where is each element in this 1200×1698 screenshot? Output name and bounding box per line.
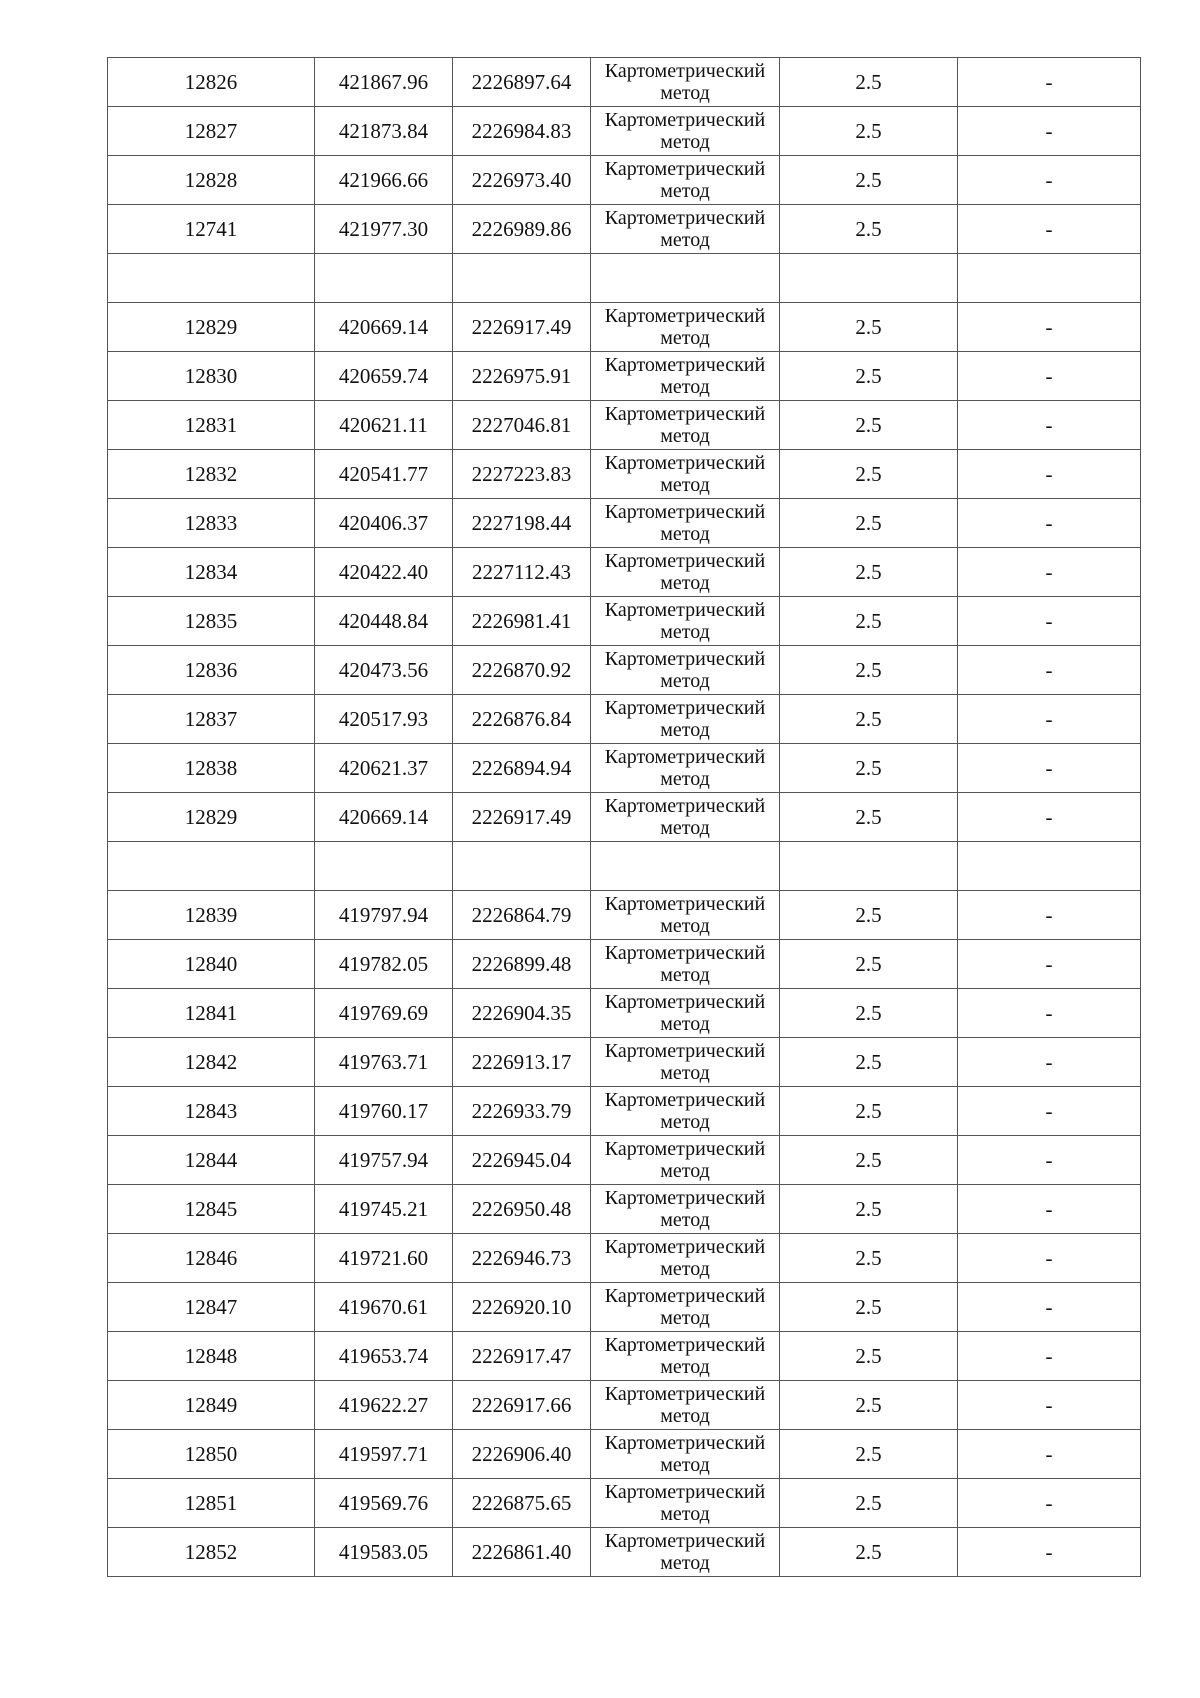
note-cell xyxy=(958,254,1141,303)
method-cell: Картометрический метод xyxy=(591,891,780,940)
note-cell: - xyxy=(958,1528,1141,1577)
table-row xyxy=(108,499,1141,548)
note-cell: - xyxy=(958,695,1141,744)
y-coordinate-cell: 2226973.40 xyxy=(453,156,591,205)
point-number-cell: 12842 xyxy=(108,1038,315,1087)
point-number-cell: 12835 xyxy=(108,597,315,646)
note-cell: - xyxy=(958,352,1141,401)
note-cell: - xyxy=(958,58,1141,107)
y-coordinate-cell: 2226917.66 xyxy=(453,1381,591,1430)
x-coordinate-cell: 419769.69 xyxy=(315,989,453,1038)
table-row xyxy=(108,1283,1141,1332)
method-cell: Картометрический метод xyxy=(591,1283,780,1332)
note-cell: - xyxy=(958,1136,1141,1185)
note-cell: - xyxy=(958,1430,1141,1479)
note-cell: - xyxy=(958,646,1141,695)
y-coordinate-cell: 2226917.47 xyxy=(453,1332,591,1381)
table-row xyxy=(108,401,1141,450)
accuracy-cell: 2.5 xyxy=(780,940,958,989)
accuracy-cell: 2.5 xyxy=(780,1332,958,1381)
point-number-cell: 12850 xyxy=(108,1430,315,1479)
y-coordinate-cell xyxy=(453,842,591,891)
table-row xyxy=(108,1479,1141,1528)
note-cell: - xyxy=(958,1381,1141,1430)
accuracy-cell: 2.5 xyxy=(780,352,958,401)
table-row xyxy=(108,1381,1141,1430)
point-number-cell: 12826 xyxy=(108,58,315,107)
method-cell: Картометрический метод xyxy=(591,156,780,205)
note-cell: - xyxy=(958,940,1141,989)
table-row xyxy=(108,793,1141,842)
point-number-cell: 12827 xyxy=(108,107,315,156)
method-cell: Картометрический метод xyxy=(591,58,780,107)
y-coordinate-cell: 2226984.83 xyxy=(453,107,591,156)
method-cell: Картометрический метод xyxy=(591,107,780,156)
table-row xyxy=(108,1038,1141,1087)
x-coordinate-cell: 419763.71 xyxy=(315,1038,453,1087)
point-number-cell: 12848 xyxy=(108,1332,315,1381)
point-number-cell: 12845 xyxy=(108,1185,315,1234)
table-row xyxy=(108,891,1141,940)
x-coordinate-cell: 420406.37 xyxy=(315,499,453,548)
table-row xyxy=(108,1087,1141,1136)
note-cell: - xyxy=(958,1479,1141,1528)
accuracy-cell: 2.5 xyxy=(780,1430,958,1479)
accuracy-cell: 2.5 xyxy=(780,1528,958,1577)
accuracy-cell: 2.5 xyxy=(780,1479,958,1528)
x-coordinate-cell: 420659.74 xyxy=(315,352,453,401)
accuracy-cell: 2.5 xyxy=(780,548,958,597)
y-coordinate-cell: 2226933.79 xyxy=(453,1087,591,1136)
method-cell: Картометрический метод xyxy=(591,205,780,254)
y-coordinate-cell: 2226945.04 xyxy=(453,1136,591,1185)
x-coordinate-cell: 421867.96 xyxy=(315,58,453,107)
x-coordinate-cell: 420621.37 xyxy=(315,744,453,793)
point-number-cell: 12847 xyxy=(108,1283,315,1332)
note-cell: - xyxy=(958,793,1141,842)
y-coordinate-cell: 2226904.35 xyxy=(453,989,591,1038)
note-cell: - xyxy=(958,1038,1141,1087)
point-number-cell: 12849 xyxy=(108,1381,315,1430)
table-row xyxy=(108,989,1141,1038)
point-number-cell xyxy=(108,842,315,891)
x-coordinate-cell: 421873.84 xyxy=(315,107,453,156)
coordinates-table xyxy=(107,57,1141,1577)
y-coordinate-cell: 2227198.44 xyxy=(453,499,591,548)
accuracy-cell: 2.5 xyxy=(780,156,958,205)
x-coordinate-cell: 419745.21 xyxy=(315,1185,453,1234)
accuracy-cell: 2.5 xyxy=(780,303,958,352)
note-cell: - xyxy=(958,1185,1141,1234)
table-row xyxy=(108,646,1141,695)
method-cell: Картометрический метод xyxy=(591,1430,780,1479)
table-row xyxy=(108,450,1141,499)
x-coordinate-cell: 419597.71 xyxy=(315,1430,453,1479)
point-number-cell: 12837 xyxy=(108,695,315,744)
method-cell: Картометрический метод xyxy=(591,1479,780,1528)
point-number-cell: 12839 xyxy=(108,891,315,940)
point-number-cell: 12829 xyxy=(108,793,315,842)
point-number-cell: 12741 xyxy=(108,205,315,254)
accuracy-cell: 2.5 xyxy=(780,989,958,1038)
point-number-cell: 12843 xyxy=(108,1087,315,1136)
x-coordinate-cell: 420517.93 xyxy=(315,695,453,744)
y-coordinate-cell: 2226920.10 xyxy=(453,1283,591,1332)
accuracy-cell: 2.5 xyxy=(780,1234,958,1283)
y-coordinate-cell: 2226913.17 xyxy=(453,1038,591,1087)
x-coordinate-cell: 419653.74 xyxy=(315,1332,453,1381)
x-coordinate-cell: 420669.14 xyxy=(315,303,453,352)
table-row xyxy=(108,205,1141,254)
accuracy-cell: 2.5 xyxy=(780,646,958,695)
note-cell: - xyxy=(958,303,1141,352)
note-cell: - xyxy=(958,1234,1141,1283)
x-coordinate-cell: 420422.40 xyxy=(315,548,453,597)
x-coordinate-cell: 419721.60 xyxy=(315,1234,453,1283)
x-coordinate-cell: 420621.11 xyxy=(315,401,453,450)
method-cell: Картометрический метод xyxy=(591,303,780,352)
table-row xyxy=(108,58,1141,107)
y-coordinate-cell xyxy=(453,254,591,303)
accuracy-cell: 2.5 xyxy=(780,1136,958,1185)
note-cell: - xyxy=(958,891,1141,940)
method-cell: Картометрический метод xyxy=(591,499,780,548)
method-cell: Картометрический метод xyxy=(591,1087,780,1136)
method-cell: Картометрический метод xyxy=(591,744,780,793)
note-cell: - xyxy=(958,401,1141,450)
table-row xyxy=(108,597,1141,646)
x-coordinate-cell xyxy=(315,842,453,891)
method-cell xyxy=(591,842,780,891)
accuracy-cell: 2.5 xyxy=(780,744,958,793)
point-number-cell: 12838 xyxy=(108,744,315,793)
accuracy-cell: 2.5 xyxy=(780,401,958,450)
accuracy-cell: 2.5 xyxy=(780,891,958,940)
x-coordinate-cell: 420541.77 xyxy=(315,450,453,499)
method-cell: Картометрический метод xyxy=(591,352,780,401)
point-number-cell: 12831 xyxy=(108,401,315,450)
y-coordinate-cell: 2227223.83 xyxy=(453,450,591,499)
y-coordinate-cell: 2227112.43 xyxy=(453,548,591,597)
accuracy-cell: 2.5 xyxy=(780,597,958,646)
method-cell: Картометрический метод xyxy=(591,548,780,597)
y-coordinate-cell: 2226917.49 xyxy=(453,793,591,842)
point-number-cell: 12852 xyxy=(108,1528,315,1577)
accuracy-cell xyxy=(780,254,958,303)
method-cell: Картометрический метод xyxy=(591,793,780,842)
x-coordinate-cell: 421966.66 xyxy=(315,156,453,205)
table-row xyxy=(108,744,1141,793)
accuracy-cell: 2.5 xyxy=(780,695,958,744)
accuracy-cell xyxy=(780,842,958,891)
x-coordinate-cell xyxy=(315,254,453,303)
table-row xyxy=(108,156,1141,205)
point-number-cell: 12828 xyxy=(108,156,315,205)
note-cell: - xyxy=(958,156,1141,205)
table-row xyxy=(108,1528,1141,1577)
accuracy-cell: 2.5 xyxy=(780,1381,958,1430)
x-coordinate-cell: 420669.14 xyxy=(315,793,453,842)
coordinates-table-body xyxy=(108,58,1141,1577)
x-coordinate-cell: 420473.56 xyxy=(315,646,453,695)
y-coordinate-cell: 2226875.65 xyxy=(453,1479,591,1528)
table-row xyxy=(108,1234,1141,1283)
point-number-cell: 12846 xyxy=(108,1234,315,1283)
point-number-cell: 12840 xyxy=(108,940,315,989)
method-cell xyxy=(591,254,780,303)
note-cell: - xyxy=(958,548,1141,597)
x-coordinate-cell: 419797.94 xyxy=(315,891,453,940)
method-cell: Картометрический метод xyxy=(591,1381,780,1430)
point-number-cell: 12829 xyxy=(108,303,315,352)
x-coordinate-cell: 419782.05 xyxy=(315,940,453,989)
method-cell: Картометрический метод xyxy=(591,646,780,695)
y-coordinate-cell: 2226864.79 xyxy=(453,891,591,940)
separator-row xyxy=(108,254,1141,303)
table-row xyxy=(108,107,1141,156)
note-cell: - xyxy=(958,989,1141,1038)
point-number-cell: 12841 xyxy=(108,989,315,1038)
accuracy-cell: 2.5 xyxy=(780,450,958,499)
point-number-cell: 12851 xyxy=(108,1479,315,1528)
x-coordinate-cell: 420448.84 xyxy=(315,597,453,646)
method-cell: Картометрический метод xyxy=(591,1528,780,1577)
method-cell: Картометрический метод xyxy=(591,1185,780,1234)
accuracy-cell: 2.5 xyxy=(780,499,958,548)
y-coordinate-cell: 2226870.92 xyxy=(453,646,591,695)
y-coordinate-cell: 2227046.81 xyxy=(453,401,591,450)
table-row xyxy=(108,1332,1141,1381)
method-cell: Картометрический метод xyxy=(591,940,780,989)
x-coordinate-cell: 419670.61 xyxy=(315,1283,453,1332)
y-coordinate-cell: 2226906.40 xyxy=(453,1430,591,1479)
accuracy-cell: 2.5 xyxy=(780,1087,958,1136)
table-row xyxy=(108,1430,1141,1479)
accuracy-cell: 2.5 xyxy=(780,1283,958,1332)
x-coordinate-cell: 419569.76 xyxy=(315,1479,453,1528)
method-cell: Картометрический метод xyxy=(591,1038,780,1087)
y-coordinate-cell: 2226981.41 xyxy=(453,597,591,646)
accuracy-cell: 2.5 xyxy=(780,1038,958,1087)
method-cell: Картометрический метод xyxy=(591,450,780,499)
method-cell: Картометрический метод xyxy=(591,1136,780,1185)
y-coordinate-cell: 2226946.73 xyxy=(453,1234,591,1283)
table-row xyxy=(108,1185,1141,1234)
accuracy-cell: 2.5 xyxy=(780,107,958,156)
y-coordinate-cell: 2226899.48 xyxy=(453,940,591,989)
note-cell: - xyxy=(958,597,1141,646)
note-cell: - xyxy=(958,499,1141,548)
y-coordinate-cell: 2226989.86 xyxy=(453,205,591,254)
table-row xyxy=(108,940,1141,989)
note-cell: - xyxy=(958,107,1141,156)
point-number-cell xyxy=(108,254,315,303)
x-coordinate-cell: 419757.94 xyxy=(315,1136,453,1185)
x-coordinate-cell: 419622.27 xyxy=(315,1381,453,1430)
x-coordinate-cell: 421977.30 xyxy=(315,205,453,254)
method-cell: Картометрический метод xyxy=(591,1332,780,1381)
table-row xyxy=(108,548,1141,597)
accuracy-cell: 2.5 xyxy=(780,205,958,254)
note-cell: - xyxy=(958,1283,1141,1332)
method-cell: Картометрический метод xyxy=(591,401,780,450)
note-cell: - xyxy=(958,450,1141,499)
method-cell: Картометрический метод xyxy=(591,1234,780,1283)
note-cell: - xyxy=(958,205,1141,254)
point-number-cell: 12834 xyxy=(108,548,315,597)
method-cell: Картометрический метод xyxy=(591,695,780,744)
x-coordinate-cell: 419583.05 xyxy=(315,1528,453,1577)
table-row xyxy=(108,1136,1141,1185)
method-cell: Картометрический метод xyxy=(591,597,780,646)
y-coordinate-cell: 2226894.94 xyxy=(453,744,591,793)
note-cell xyxy=(958,842,1141,891)
point-number-cell: 12836 xyxy=(108,646,315,695)
y-coordinate-cell: 2226950.48 xyxy=(453,1185,591,1234)
x-coordinate-cell: 419760.17 xyxy=(315,1087,453,1136)
note-cell: - xyxy=(958,1332,1141,1381)
point-number-cell: 12832 xyxy=(108,450,315,499)
accuracy-cell: 2.5 xyxy=(780,1185,958,1234)
y-coordinate-cell: 2226876.84 xyxy=(453,695,591,744)
method-cell: Картометрический метод xyxy=(591,989,780,1038)
note-cell: - xyxy=(958,1087,1141,1136)
y-coordinate-cell: 2226917.49 xyxy=(453,303,591,352)
accuracy-cell: 2.5 xyxy=(780,58,958,107)
accuracy-cell: 2.5 xyxy=(780,793,958,842)
point-number-cell: 12844 xyxy=(108,1136,315,1185)
point-number-cell: 12830 xyxy=(108,352,315,401)
table-row xyxy=(108,352,1141,401)
y-coordinate-cell: 2226975.91 xyxy=(453,352,591,401)
note-cell: - xyxy=(958,744,1141,793)
y-coordinate-cell: 2226897.64 xyxy=(453,58,591,107)
separator-row xyxy=(108,842,1141,891)
y-coordinate-cell: 2226861.40 xyxy=(453,1528,591,1577)
table-row xyxy=(108,695,1141,744)
point-number-cell: 12833 xyxy=(108,499,315,548)
table-row xyxy=(108,303,1141,352)
